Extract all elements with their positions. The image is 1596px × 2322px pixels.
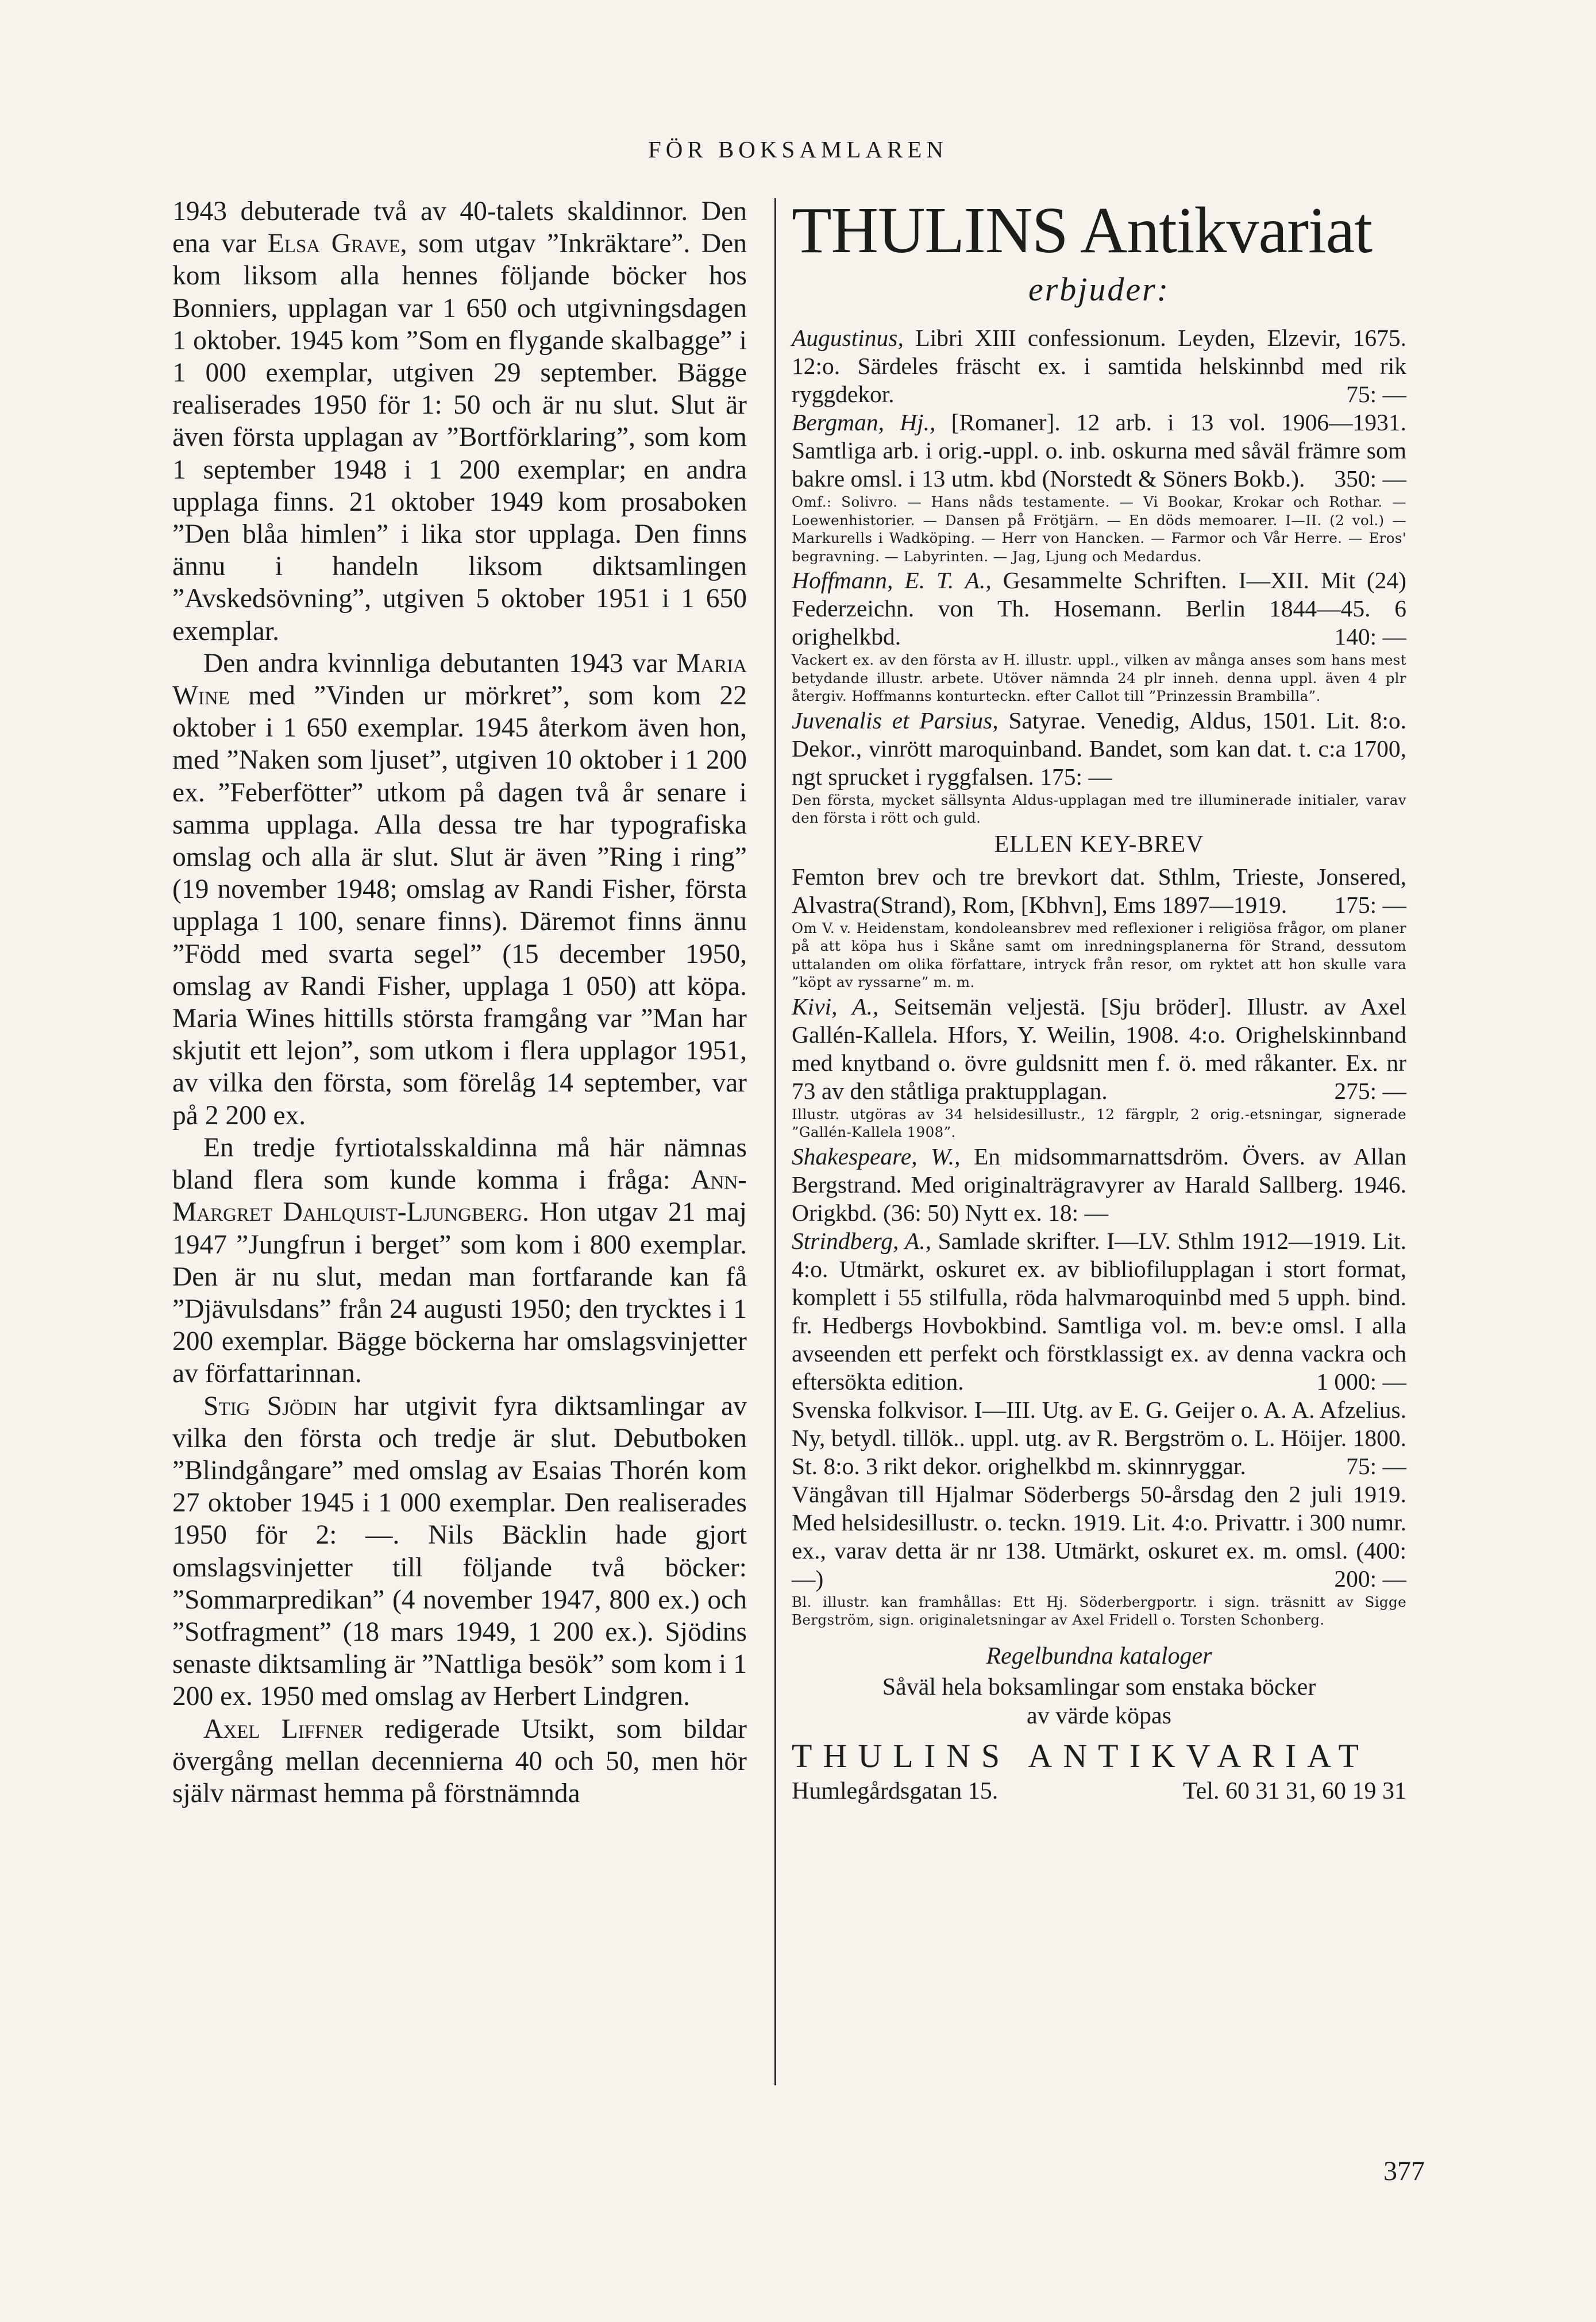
listing-note: Omf.: Solivro. — Hans nåds testamente. — Vi Bookar, Krokar och Rothar. — Loewenhistorier. — Dansen på Frötjärn. — En döds memoarer. I—II. (2 vol.) — Markurells i Wadköping. — Herr von Hancken. — Farmor och Vår Herre. — Eros' begravning. — Labyrinten. — Jag, Ljung och Medardus. <box>792 493 1406 565</box>
ad-subtitle: erbjuder: <box>1028 271 1170 308</box>
ad-title: THULINS Antikvariat <box>792 194 1373 267</box>
listing-key-letters: Femton brev och tre brevkort dat. Sthlm, Trieste, Jonsered, Alvastra(Strand), Rom, [Kbhvn], Ems 1897—1919. 175: — <box>792 863 1406 918</box>
listing-author: Strindberg, A., <box>792 1227 932 1254</box>
listing-price: 275: — <box>1334 1077 1406 1104</box>
listing-price: 350: — <box>1334 465 1406 492</box>
listing-price: 175: — <box>1334 891 1406 918</box>
listing-author: Juvenalis et Parsius, <box>792 707 999 734</box>
shop-phone: Tel. 60 31 31, 60 19 31 <box>1182 1777 1406 1804</box>
author-name: Elsa Grave <box>267 229 400 259</box>
listing-hoffmann: Hoffmann, E. T. A., Gesammelte Schriften. I—XII. Mit (24) Federzeichn. von Th. Hosemann. Berlin 1844—45. 6 orighelkbd. 140: — <box>792 567 1407 650</box>
section-heading: ELLEN KEY-BREV <box>994 831 1204 858</box>
article-column <box>172 195 747 1810</box>
listing-note: Vackert ex. av den första av H. illustr. uppl., vilken av många anses som hans mest betydande illustr. arbete. Utöver nämnda 24 plr inneh. denna uppl. även 4 plr återgiv. Hoffmanns konturteckn. efter Callot till ”Prinzessin Brambilla”. <box>792 651 1406 704</box>
column-divider <box>774 198 776 2085</box>
paragraph-axel-liffner: Axel Liffner redigerade Utsikt, som bildar övergång mellan decennierna 40 och 50, men hör själv närmast hemma på förstnämnda <box>172 1714 747 1808</box>
catalogs-line: Regelbundna kataloger <box>986 1642 1212 1669</box>
listing-author: Shakespeare, W., <box>792 1143 961 1170</box>
paragraph-stig-sjodin: Stig Sjödin har utgivit fyra diktsamlingar av vilka den första och tredje är slut. Debutboken ”Blindgångare” med omslag av Esaias Thorén kom 27 oktober 1945 i 1 000 exemplar. Den realiserades 1950 för 2: —. Nils Bäcklin hade gjort omslagsvinjetter till följande två böcker: ”Sommarpredikan” (4 november 1947, 800 ex.) och ”Sotfragment” (18 mars 1949, 1 200 ex.). Sjödins senaste diktsamling är ”Nattliga besök” som kom i 1 200 ex. 1950 med omslag av Herbert Lindgren. <box>172 1391 747 1712</box>
paragraph-elsa-grave: 1943 debuterade två av 40-talets skaldinnor. Den ena var Elsa Grave, som utgav ”Inkräktare”. Den kom liksom alla hennes följande böcker hos Bonniers, upplagan var 1 650 och utgivningsdagen 1 oktober. 1945 kom ”Som en flygande skalbagge” i 1 000 exemplar, utgiven 29 september. Bägge realiserades 1950 för 1: 50 och är nu slut. Slut är även första upplagan av ”Bortförklaring”, som kom 1 september 1948 i 1 200 exemplar; en andra upplaga finns. 21 oktober 1949 kom prosaboken ”Den blåa himlen” i lika stor upplaga. Den finns ännu i handeln liksom diktsamlingen ”Avskedsövning”, utgiven 5 oktober 1951 i 1 650 exemplar. <box>172 196 747 646</box>
page-number: 377 <box>1383 2156 1425 2186</box>
listing-price: 200: — <box>1334 1565 1406 1592</box>
shop-address: Humlegårdsgatan 15. <box>792 1777 999 1804</box>
listing-price: 175: — <box>1040 763 1112 790</box>
listing-price: 1 000: — <box>1316 1368 1406 1395</box>
running-head: FÖR BOKSAMLAREN <box>647 136 949 163</box>
paragraph-maria-wine: Den andra kvinnliga debutanten 1943 var Maria Wine med ”Vinden ur mörkret”, som kom 22 oktober i 1 650 exemplar. 1945 återkom även hon, med ”Naken som ljuset”, utgiven 10 oktober i 1 200 ex. ”Feberfötter” utkom på dagen två år senare i samma upplaga. Alla dessa tre har typografiska omslag och alla är slut. Slut är även ”Ring i ring” (19 november 1948; omslag av Randi Fisher, första upplaga 1 100, senare finns). Däremot finns ännu ”Född med svarta segel” (15 december 1950, omslag av Randi Fisher, upplaga 1 050) att köpa. Maria Wines hittills största framgång var ”Man har skjutit ett lejon”, som utkom i flera upplagor 1951, av vilka den första, som förelåg 14 september, var på 2 200 ex. <box>172 648 747 1131</box>
listing-author: Augustinus, <box>792 325 904 351</box>
bookshop-advertisement <box>792 195 1406 1806</box>
author-name: Stig Sjödin <box>203 1391 337 1421</box>
author-name: Ann-Margret Dahlquist-Ljungberg <box>172 1165 747 1228</box>
author-name: Maria Wine <box>172 648 747 711</box>
listing-author: Kivi, A., <box>792 993 879 1020</box>
shop-contact <box>792 1776 1406 1806</box>
listing-folkvisor: Svenska folkvisor. I—III. Utg. av E. G. Geijer o. A. A. Afzelius. Ny, betydl. tillök.. uppl. utg. av R. Bergström o. L. Höijer. 1800. St. 8:o. 3 rikt dekor. orighelkbd m. skinnryggar. 75: — <box>792 1396 1406 1479</box>
listing-price: 75: — <box>1346 1452 1406 1479</box>
author-name: Axel Liffner <box>203 1714 364 1744</box>
listing-augustinus: Augustinus, Libri XIII confessionum. Leyden, Elzevir, 1675. 12:o. Särdeles fräscht ex. i samtida helskinnbd med rik ryggdekor. 75: — <box>792 325 1406 407</box>
listing-juvenalis: Juvenalis et Parsius, Satyrae. Venedig, Aldus, 1501. Lit. 8:o. Dekor., vinrött maroquinband. Bandet, som kan dat. t. c:a 1700, ngt sprucket i ryggfalsen. 175: — <box>792 707 1407 790</box>
listing-shakespeare: Shakespeare, W., En midsommarnattsdröm. Övers. av Allan Bergstrand. Med originalträgravyrer av Harald Sallberg. 1946. Origkbd. (36: 50) Nytt ex. 18: — <box>792 1143 1406 1226</box>
listing-author: Bergman, Hj., <box>792 409 936 435</box>
listing-strindberg: Strindberg, A., Samlade skrifter. I—LV. Sthlm 1912—1919. Lit. 4:o. Utmärkt, oskuret ex. av bibliofilupplagan i stort format, komplett i 55 stilfulla, röda halvmaroquinbd med 5 upph. bind. fr. Hedbergs Hovbokbind. Samtliga vol. m. bev:e omsl. I alla avseenden ett perfekt och förstklassigt ex. av denna vackra och eftersökta edition. 1 000: — <box>792 1227 1407 1395</box>
listing-note: Om V. v. Heidenstam, kondoleansbrev med reflexioner i religiösa frågor, om planer på att köpa hus i Skåne samt om inredningsplanerna för Strand, dessutom uttalanden om olika författare, intryck från resor, om ryktet att hon skulle vara ”köpt av ryssarne” m. m. <box>792 919 1406 990</box>
shop-name: THULINS ANTIKVARIAT <box>792 1737 1370 1775</box>
listing-price: 140: — <box>1334 623 1406 650</box>
listing-bergman: Bergman, Hj., [Romaner]. 12 arb. i 13 vol. 1906—1931. Samtliga arb. i orig.-uppl. o. inb. oskurna med såväl främre som bakre omsl. i 13 utm. kbd (Norstedt & Söners Bokb.). 350: — <box>792 409 1406 492</box>
buying-offer-line: av värde köpas <box>1027 1702 1171 1729</box>
buying-offer-line: Såväl hela boksamlingar som enstaka böcker <box>882 1673 1316 1700</box>
listing-note: Den första, mycket sällsynta Aldus-upplagan med tre illuminerade initialer, varav den första i rött och guld. <box>792 791 1406 826</box>
listing-vangavan: Vängåvan till Hjalmar Söderbergs 50-årsdag den 2 juli 1919. Med helsidesillustr. o. teckn. 1919. Lit. 4:o. Privattr. i 300 numr. ex., varav detta är nr 138. Utmärkt, oskuret ex. m. omsl. (400: —) 200: — <box>792 1480 1406 1592</box>
listing-kivi: Kivi, A., Seitsemän veljestä. [Sju bröder]. Illustr. av Axel Gallén-Kallela. Hfors, Y. Weilin, 1908. 4:o. Orighelskinnband med knytband o. övre guldsnitt men f. ö. med råkanter. Ex. nr 73 av den ståtliga praktupplagan. 275: — <box>792 993 1407 1104</box>
listing-note: Bl. illustr. kan framhållas: Ett Hj. Söderbergportr. i sign. träsnitt av Sigge Bergström, sign. originaletsningar av Axel Fridell o. Torsten Schonberg. <box>792 1593 1406 1628</box>
listing-author: Hoffmann, E. T. A., <box>792 567 992 593</box>
listing-note: Illustr. utgöras av 34 helsidesillustr., 12 färgplr, 2 orig.-etsningar, signerade ”Gallén-Kallela 1908”. <box>792 1105 1406 1140</box>
paragraph-dahlquist-ljungberg: En tredje fyrtiotalsskaldinna må här nämnas bland flera som kunde komma i fråga: Ann-Margret Dahlquist-Ljungberg. Hon utgav 21 maj 1947 ”Jungfrun i berget” som kom i 800 exemplar. Den är nu slut, medan man fortfarande kan få ”Djävulsdans” från 24 augusti 1950; den trycktes i 1 200 exemplar. Bägge böckerna har omslagsvinjetter av författarinnan. <box>172 1132 747 1389</box>
listing-price: 75: — <box>1346 381 1406 407</box>
